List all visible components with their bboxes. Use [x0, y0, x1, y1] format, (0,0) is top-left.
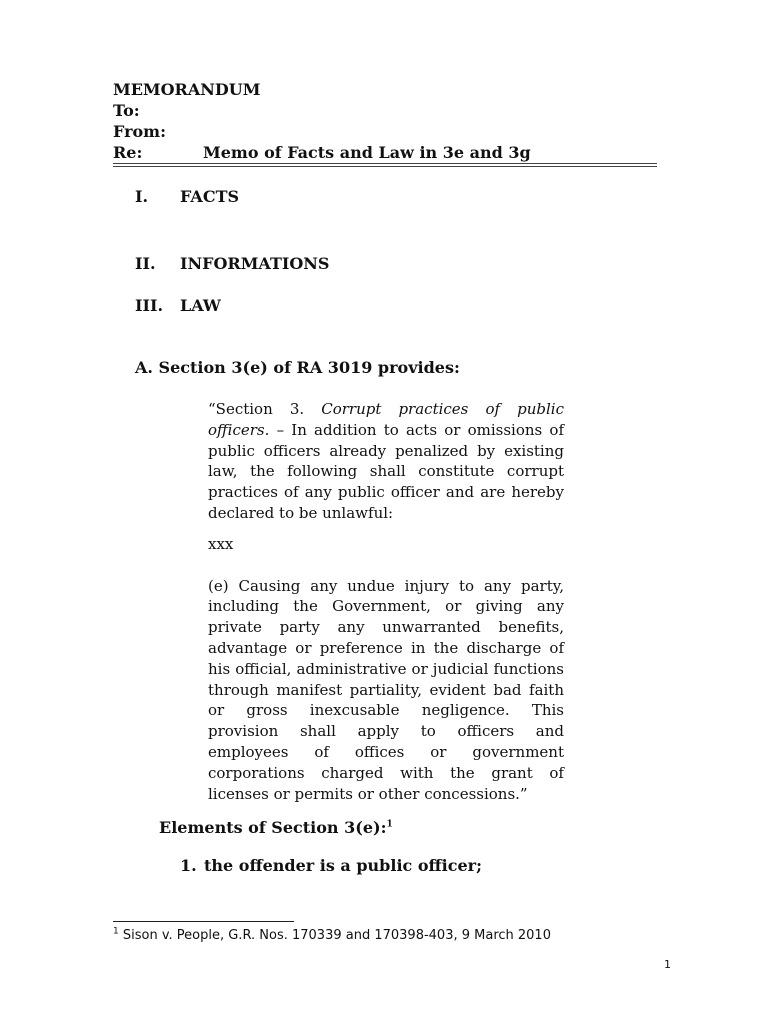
quote-intro [208, 399, 564, 524]
footnote-text: Sison v. People, G.R. Nos. 170339 and 170398-403, 9 March 2010 [118, 928, 551, 943]
section-2-title: INFORMATIONS [180, 254, 330, 273]
section-1-numeral: I. [135, 187, 149, 206]
quote-xxx: xxx [208, 534, 234, 553]
section-1-title: FACTS [180, 187, 240, 206]
quote-italic-title: Corrupt practices of public officers. [208, 400, 564, 439]
element-1-text: the offender is a public officer; [204, 856, 482, 875]
footnote-ref: 1 [386, 819, 393, 830]
re-label: Re: [113, 143, 143, 162]
from-label: From: [113, 122, 167, 141]
re-subject: Memo of Facts and Law in 3e and 3g [203, 143, 531, 162]
section-3-numeral: III. [135, 296, 164, 315]
header-rule-top [113, 163, 657, 164]
to-label: To: [113, 101, 140, 120]
footnote-rule [113, 921, 294, 922]
quote-paragraph-e: (e) Causing any undue injury to any party, including the Government, or giving any private party any unwarranted benefits, advantage or preference in the discharge of his official, administrative or judicial functions through manifest partiality, evident bad faith or gross inexcusable negligence. This provision shall apply to officers and employees of offices or government corporations charged with the grant of licenses or permits or other concessions.” [208, 576, 564, 803]
footnote [113, 928, 551, 943]
quote-body: – In addition to acts or omissions of public officers already penalized by existing law, the following shall constitute corrupt practices of any public officer and are hereby declared to be unlawful: [208, 420, 564, 522]
memo-title: MEMORANDUM [113, 80, 261, 99]
subsection-a-heading: A. Section 3(e) of RA 3019 provides: [135, 358, 460, 377]
elements-heading [159, 818, 393, 837]
header-rule-bottom [113, 166, 657, 167]
statute-quote [208, 399, 564, 804]
page-number: 1 [664, 958, 671, 971]
element-1-num: 1. [180, 856, 197, 875]
elements-heading-text: Elements of Section 3(e): [159, 818, 387, 837]
quote-prefix: “Section 3. [208, 400, 322, 418]
section-2-numeral: II. [135, 254, 156, 273]
footnote-marker: 1 [113, 926, 119, 937]
section-3-title: LAW [180, 296, 221, 315]
